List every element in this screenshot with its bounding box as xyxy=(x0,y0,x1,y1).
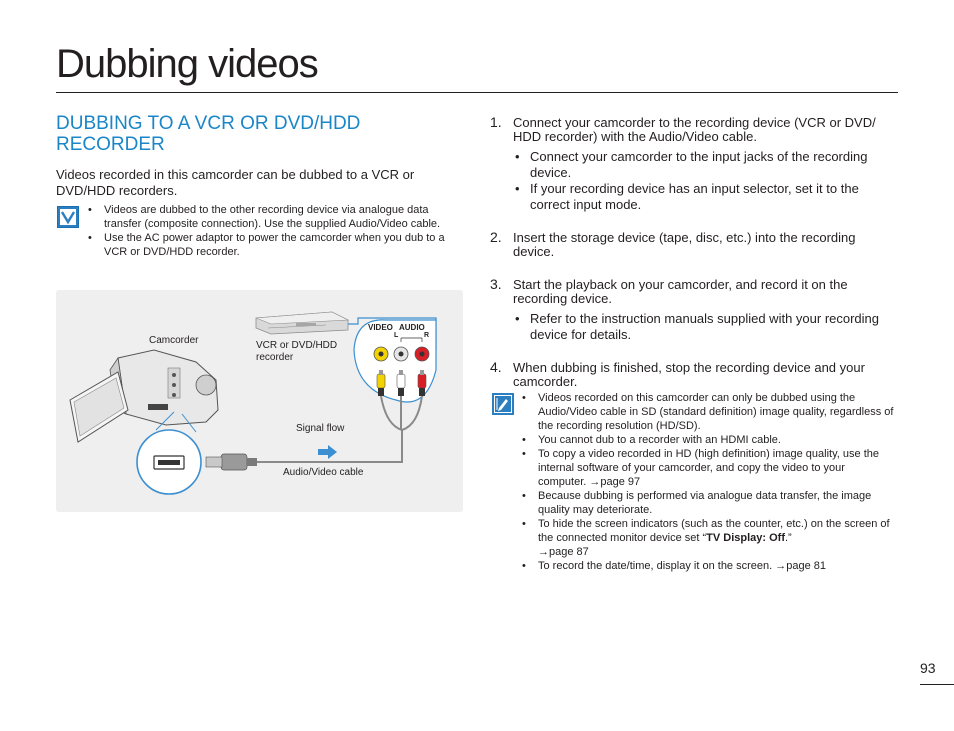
note-text: To copy a video recorded in HD (high definition) image quality, use the internal software of your camcorder, and copy the video to your computer. xyxy=(538,448,879,488)
step-text: When dubbing is finished, stop the recording device and your camcorder. xyxy=(513,360,865,389)
note-item: • Videos recorded on this camcorder can only be dubbed using the Audio/Video cable in SD (standard definition) image quality, regardless of the recording resolution (HD/SD). xyxy=(520,391,895,433)
note-text: To record the date/time, display it on the screen. xyxy=(538,560,773,572)
intro-paragraph: Videos recorded in this camcorder can be dubbed to a VCR or DVD/HDD recorders. xyxy=(56,167,415,198)
setting-name: TV Display: Off xyxy=(706,532,785,544)
right-notes xyxy=(520,391,895,573)
step-1 xyxy=(490,116,895,213)
step-number: 4. xyxy=(490,359,502,375)
note-item: • Use the AC power adaptor to power the camcorder when you dub to a VCR or DVD/HDD recorder. xyxy=(86,231,466,259)
note-text: To hide the screen indicators (such as the counter, etc.) on the screen of the connected monitor device set “ xyxy=(538,518,890,544)
signal-flow-label: Signal flow xyxy=(296,423,345,434)
left-channel-label: L xyxy=(394,332,399,339)
audio-label: AUDIO xyxy=(399,323,425,332)
video-label: VIDEO xyxy=(368,323,393,332)
step-text: Start the playback on your camcorder, and record it on the recording device. xyxy=(513,277,848,306)
step-number: 2. xyxy=(490,229,502,245)
page-title: Dubbing videos xyxy=(56,42,318,86)
note-item xyxy=(520,517,895,559)
vcr-label: VCR or DVD/HDD recorder xyxy=(256,340,338,363)
page-reference: →page 81 xyxy=(775,560,827,572)
step-number: 3. xyxy=(490,276,502,292)
page-number-rule xyxy=(920,684,954,685)
camcorder-illustration xyxy=(70,350,218,442)
signal-flow-arrow-icon xyxy=(318,445,337,459)
note-item xyxy=(520,559,895,573)
step-2 xyxy=(490,231,895,259)
cable-label: Audio/Video cable xyxy=(283,467,364,478)
left-notes xyxy=(86,203,466,259)
step-3 xyxy=(490,278,895,343)
note-pencil-icon xyxy=(492,393,514,415)
cable-connector xyxy=(206,454,257,470)
note-item: • You cannot dub to a recorder with an HDMI cable. xyxy=(520,433,895,447)
page-number: 93 xyxy=(920,660,936,676)
note-item: • Because dubbing is performed via analogue data transfer, the image quality may deteriorate. xyxy=(520,489,895,517)
page-reference: →page 97 xyxy=(589,476,641,488)
note-text: .” xyxy=(785,532,792,544)
page-reference: →page 87 xyxy=(538,546,589,558)
step-bullet: • If your recording device has an input selector, set it to the correct input mode. xyxy=(513,181,895,213)
note-item: • Videos are dubbed to the other recording device via analogue data transfer (composite connection). Use the supplied Audio/Video cable. xyxy=(86,203,466,231)
section-heading: DUBBING TO A VCR OR DVD/HDD RECORDER xyxy=(56,113,361,155)
note-item xyxy=(520,447,895,489)
step-number: 1. xyxy=(490,114,502,130)
vcr-device-illustration xyxy=(256,312,348,334)
step-bullet: • Connect your camcorder to the input jacks of the recording device. xyxy=(513,149,895,181)
steps-list xyxy=(490,116,895,389)
step-4 xyxy=(490,361,895,389)
step-text: Insert the storage device (tape, disc, etc.) into the recording device. xyxy=(513,230,856,259)
step-bullet: • Refer to the instruction manuals supplied with your recording device for details. xyxy=(513,311,895,343)
camcorder-label: Camcorder xyxy=(149,335,199,346)
right-channel-label: R xyxy=(424,332,430,339)
title-divider xyxy=(56,92,898,93)
step-text: Connect your camcorder to the recording device (VCR or DVD/ HDD recorder) with the Audio/Video cable. xyxy=(513,115,876,144)
note-checkmark-icon xyxy=(57,206,79,228)
connection-diagram xyxy=(56,290,463,512)
